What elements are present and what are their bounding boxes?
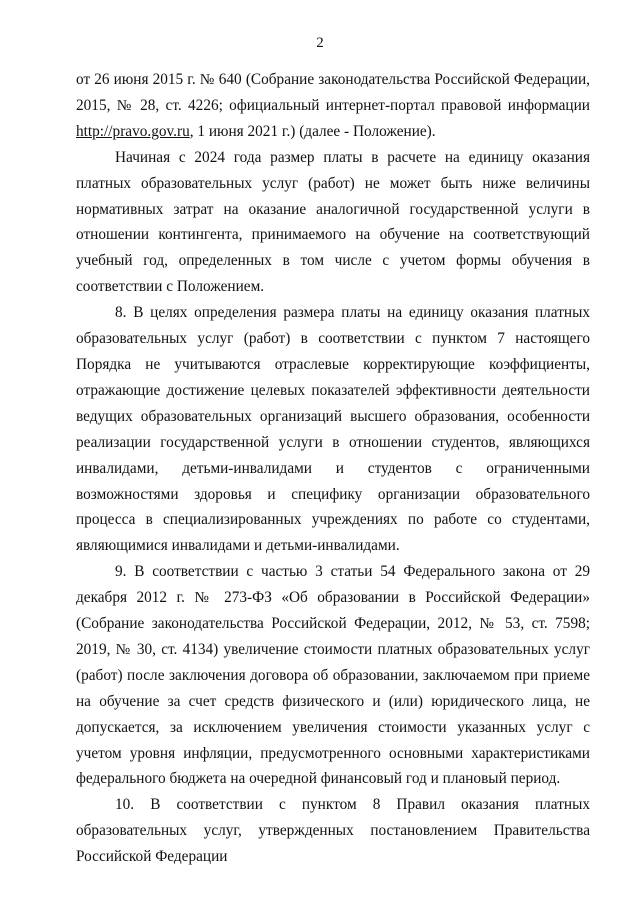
paragraph-1 — [76, 145, 590, 300]
paragraph-text: Начиная с 2024 года размер платы в расчете на единицу оказания платных образовательных услуг (работ) не может быть ниже величины нормативных затрат на оказание аналогичной государственной услуги в отношении контингента, принимаемого на обучение на соответствующий учебный год, определенных в том числе с учетом формы обучения в соответствии с Положением. — [76, 148, 590, 296]
paragraph-text: , 1 июня 2021 г.) (далее - Положение). — [189, 122, 436, 140]
paragraph-text: 10. В соответствии с пунктом 8 Правил оказания платных образовательных услуг, утвержденных постановлением Правительства Российской Федерации — [76, 796, 590, 866]
paragraph-2 — [76, 300, 590, 559]
pravo-gov-link[interactable]: http://pravo.gov.ru — [76, 122, 190, 140]
paragraph-text: от 26 июня 2015 г. № 640 (Собрание законодательства Российской Федерации, 2015, № 28, ст. 4226; официальный интернет-портал правовой информации — [76, 71, 590, 114]
paragraph-text: 8. В целях определения размера платы на единицу оказания платных образовательных услуг (работ) в соответствии с пунктом 7 настоящего Порядка не учитываются отраслевые корректирующие коэффициенты, отражающие достижение целевых показателей эффективности деятельности ведущих образовательных организаций высшего образования, особенности реализации государственной услуги в отношении студентов, являющихся инвалидами, детьми-инвалидами и студентов с ограниченными возможностями здоровья и специфику организации образовательного процесса в специализированных учреждениях по работе со студентами, являющимися инвалидами и детьми-инвалидами. — [76, 304, 590, 555]
page-number: 2 — [316, 35, 324, 51]
paragraph-4 — [76, 792, 590, 870]
paragraph-3 — [76, 559, 590, 792]
paragraph-0 — [76, 67, 590, 145]
document-body — [76, 67, 590, 870]
paragraph-text: 9. В соответствии с частью 3 статьи 54 Федерального закона от 29 декабря 2012 г. № 273-ФЗ «Об образовании в Российской Федерации» (Собрание законодательства Российской Федерации, 2012, № 53, ст. 7598; 2019, № 30, ст. 4134) увеличение стоимости платных образовательных услуг (работ) после заключения договора об образовании, заключаемом при приеме на обучение за счет средств физического и (или) юридического лица, не допускается, за исключением увеличения стоимости указанных услуг с учетом уровня инфляции, предусмотренного основными характеристиками федерального бюджета на очередной финансовый год и плановый период. — [76, 563, 590, 788]
